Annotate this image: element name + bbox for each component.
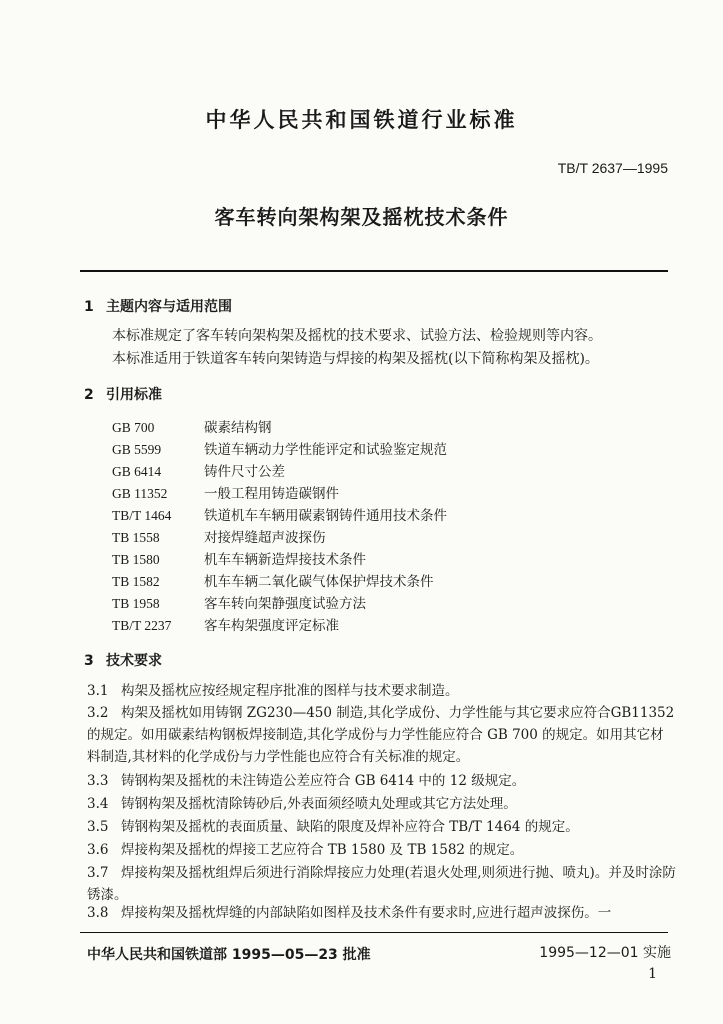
reference-name: 碳素结构钢 — [204, 420, 272, 436]
reference-name: 客车构架强度评定标准 — [204, 618, 339, 634]
item-number: 3.2 — [87, 705, 109, 721]
section-1-heading — [84, 296, 232, 316]
reference-row — [112, 438, 447, 458]
reference-name: 铸件尺寸公差 — [204, 464, 285, 480]
reference-code: TB/T 1464 — [112, 508, 172, 523]
footer-divider — [80, 932, 668, 933]
requirement-item — [87, 816, 677, 838]
standard-code: TB/T 2637—1995 — [557, 160, 668, 176]
section-1-paragraph-2: 本标准适用于铁道客车转向架铸造与焊接的构架及摇枕(以下简称构架及摇枕)。 — [112, 351, 599, 367]
section-3-title: 技术要求 — [106, 653, 162, 669]
reference-code: TB 1582 — [112, 574, 160, 589]
section-1-number: 1 — [84, 299, 94, 315]
org-title: 中华人民共和国铁道行业标准 — [205, 108, 518, 132]
reference-name: 对接焊缝超声波探伤 — [204, 530, 326, 546]
reference-name: 客车转向架静强度试验方法 — [204, 596, 366, 612]
item-number: 3.5 — [87, 819, 109, 835]
reference-name: 机车车辆二氧化碳气体保护焊技术条件 — [204, 574, 434, 590]
item-number: 3.4 — [87, 796, 109, 812]
approval-line: 中华人民共和国铁道部 1995—05—23 批准 — [87, 947, 371, 963]
requirement-item — [87, 702, 677, 768]
requirement-item — [87, 793, 677, 815]
section-2-title: 引用标准 — [106, 387, 162, 403]
implementation-date: 1995—12—01 实施 — [539, 945, 671, 961]
section-3-heading — [84, 650, 162, 670]
item-text: 构架及摇枕应按经规定程序批准的图样与技术要求制造。 — [121, 683, 459, 699]
page-number: 1 — [648, 966, 657, 982]
item-number: 3.3 — [87, 773, 109, 789]
reference-row — [112, 592, 366, 612]
item-number: 3.7 — [87, 865, 109, 881]
item-text: 铸钢构架及摇枕的未注铸造公差应符合 GB 6414 中的 12 级规定。 — [121, 773, 526, 789]
section-1-title: 主题内容与适用范围 — [106, 299, 232, 315]
requirement-item — [87, 902, 677, 924]
reference-code: TB 1558 — [112, 530, 160, 545]
section-2-number: 2 — [84, 387, 94, 403]
item-text: 构架及摇枕如用铸钢 ZG230—450 制造,其化学成份、力学性能与其它要求应符合GB11352 的规定。如用碳素结构钢板焊接制造,其化学成份与力学性能应符合 GB 700 的规定。如用其它材料制造,其材料的化学成份与力学性能也应符合有关标准的规定。 — [87, 705, 675, 765]
requirement-item — [87, 680, 677, 702]
reference-name: 一般工程用铸造碳钢件 — [204, 486, 339, 502]
section-2-heading — [84, 384, 162, 404]
reference-code: TB 1958 — [112, 596, 160, 611]
section-1-paragraph-1: 本标准规定了客车转向架构架及摇枕的技术要求、试验方法、检验规则等内容。 — [112, 328, 602, 344]
section-3-number: 3 — [84, 653, 94, 669]
item-text: 焊接构架及摇枕组焊后须进行消除焊接应力处理(若退火处理,则须进行抛、喷丸)。并及时涂防锈漆。 — [87, 865, 676, 903]
item-text: 焊接构架及摇枕焊缝的内部缺陷如图样及技术条件有要求时,应进行超声波探伤。一 — [121, 905, 612, 921]
item-text: 焊接构架及摇枕的焊接工艺应符合 TB 1580 及 TB 1582 的规定。 — [121, 842, 524, 858]
top-divider — [80, 270, 668, 272]
item-number: 3.6 — [87, 842, 109, 858]
requirement-item — [87, 839, 677, 861]
reference-code: TB 1580 — [112, 552, 160, 567]
reference-row — [112, 614, 339, 634]
reference-row — [112, 570, 434, 590]
reference-code: GB 700 — [112, 420, 155, 435]
item-number: 3.8 — [87, 905, 109, 921]
document-title: 客车转向架构架及摇枕技术条件 — [214, 205, 509, 229]
requirement-item — [87, 862, 677, 906]
reference-row — [112, 482, 339, 502]
item-text: 铸钢构架及摇枕清除铸砂后,外表面须经喷丸处理或其它方法处理。 — [121, 796, 517, 812]
reference-name: 铁道车辆动力学性能评定和试验鉴定规范 — [204, 442, 447, 458]
requirement-item — [87, 770, 677, 792]
reference-row — [112, 416, 272, 436]
reference-name: 机车车辆新造焊接技术条件 — [204, 552, 366, 568]
reference-code: GB 5599 — [112, 442, 162, 457]
reference-code: TB/T 2237 — [112, 618, 172, 633]
reference-row — [112, 526, 326, 546]
reference-code: GB 11352 — [112, 486, 168, 501]
reference-row — [112, 548, 366, 568]
reference-row — [112, 460, 285, 480]
item-number: 3.1 — [87, 683, 109, 699]
item-text: 铸钢构架及摇枕的表面质量、缺陷的限度及焊补应符合 TB/T 1464 的规定。 — [121, 819, 579, 835]
reference-name: 铁道机车车辆用碳素钢铸件通用技术条件 — [204, 508, 447, 524]
reference-code: GB 6414 — [112, 464, 162, 479]
reference-row — [112, 504, 447, 524]
